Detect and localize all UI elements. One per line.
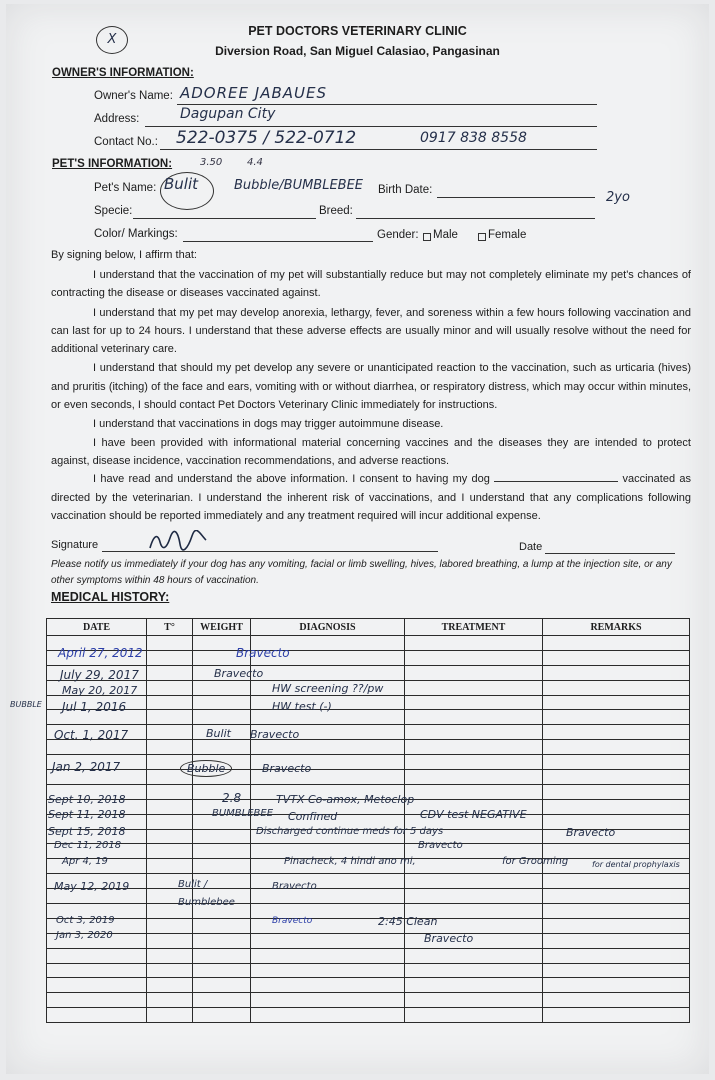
entry-0-diagnosis: Bravecto xyxy=(236,646,290,660)
date-label: Date xyxy=(519,541,543,553)
entry-13-treatment: Bravecto xyxy=(424,932,474,945)
entry-5-diagnosis: Bravecto xyxy=(262,762,312,775)
col-date: DATE xyxy=(47,619,147,636)
entry-1-weight: Bravecto xyxy=(214,667,264,680)
pet-name-label: Pet's Name: xyxy=(94,182,157,194)
entry-6-weight: 2.8 xyxy=(222,791,242,805)
male-label: Male xyxy=(433,229,458,241)
table-row xyxy=(47,874,690,889)
contact-label: Contact No.: xyxy=(94,136,158,148)
entry-7-weight: BUMBLEBEE xyxy=(212,808,274,819)
entry-3-diagnosis: HW test (-) xyxy=(272,700,332,713)
medical-history-table xyxy=(46,618,690,1023)
table-row xyxy=(47,933,690,948)
breed-line xyxy=(356,218,595,219)
table-header-row xyxy=(47,619,690,636)
owner-section-title: OWNER'S INFORMATION: xyxy=(52,67,194,79)
col-temp: T° xyxy=(147,619,193,636)
entry-10-date: Apr 4, 19 xyxy=(62,856,108,867)
owner-name-line xyxy=(177,104,597,105)
address-value: Dagupan City xyxy=(180,106,276,122)
medical-section-title: MEDICAL HISTORY: xyxy=(51,590,170,604)
address-line xyxy=(145,126,597,127)
breed-label: Breed: xyxy=(319,205,353,217)
table-row xyxy=(47,725,690,740)
table-row xyxy=(47,918,690,933)
specie-line xyxy=(133,218,316,219)
entry-4-weight: Bulit xyxy=(206,727,231,740)
consent-p6 xyxy=(51,470,691,525)
consent-p3: I understand that should my pet develop any severe or unanticipated reaction to the vaccination, such as urticaria (hives) and pruritis (itching) of the face and ears, vomiting with or without diarrhea, or respiratory distress, which may occur within minutes, or even seconds, I should contact Pet Doctors Veterinary Clinic immediately for instructions. xyxy=(51,362,691,412)
corner-mark: X xyxy=(96,26,128,54)
entry-12-date: Oct 3, 2019 xyxy=(56,915,115,926)
date-line[interactable] xyxy=(545,553,675,554)
entry-7-treatment: CDV test NEGATIVE xyxy=(420,808,527,821)
consent-p6a: I have read and understand the above information. I consent to having my dog xyxy=(93,473,490,486)
entry-7-date: Sept 11, 2018 xyxy=(48,808,126,821)
consent-p2: I understand that my pet may develop anorexia, lethargy, fever, and soreness within a few hours following vaccination and can last for up to 24 hours. I understand that these adverse effects are usually minor and will usually resolve without the need for additional veterinary care. xyxy=(51,306,691,356)
owner-name-label: Owner's Name: xyxy=(94,90,173,102)
consent-body xyxy=(51,266,691,525)
weight-note-1: 3.50 xyxy=(200,157,223,168)
female-label: Female xyxy=(488,229,527,241)
entry-7-diagnosis: Confined xyxy=(288,810,338,823)
birth-date-label: Birth Date: xyxy=(378,184,433,196)
entry-6-date: Sept 10, 2018 xyxy=(48,793,126,806)
consent-p4: I understand that vaccinations in dogs may trigger autoimmune disease. xyxy=(93,418,444,431)
color-line xyxy=(183,241,373,242)
col-treatment: TREATMENT xyxy=(405,619,543,636)
entry-10-diagnosis: Pinacheck, 4 hindi ano mi, xyxy=(284,856,416,867)
table-row xyxy=(47,710,690,725)
consent-p6c: as directed by the veterinarian. I understand the inherent risk of vaccinations, and I understand that any complications following vaccination should be reported immediately and any treatment required will incur additional expense. xyxy=(51,473,692,522)
table-row xyxy=(47,993,690,1008)
entry-11-date: May 12, 2019 xyxy=(54,880,130,893)
consent-p1: I understand that the vaccination of my pet will substantially reduce but may not completely eliminate my pet's chances of contracting the disease or diseases vaccinated against. xyxy=(51,269,691,300)
side-note: BUBBLE xyxy=(10,700,42,709)
notice-text: Please notify us immediately if your dog has any vomiting, facial or limb swelling, hives, labored breathing, a lump at the injection site, or any other symptoms within 48 hours of vaccination. xyxy=(51,559,672,586)
weight-note-2: 4.4 xyxy=(247,157,263,168)
pet-name-value: Bulit xyxy=(164,175,199,193)
entry-2-date: May 20, 2017 xyxy=(62,684,138,697)
col-weight: WEIGHT xyxy=(193,619,251,636)
birth-date-line xyxy=(437,197,595,198)
table-row xyxy=(47,770,690,785)
consent-p5: I have been provided with informational material concerning vaccines and the diseases they are intended to protect against, disease incidence, vaccination recommendations, and adverse reactions. xyxy=(51,436,691,467)
col-remarks: REMARKS xyxy=(543,619,690,636)
entry-11-diagnosis: Bravecto xyxy=(272,881,317,892)
entry-2-diagnosis: HW screening ??/pw xyxy=(272,682,384,695)
table-row xyxy=(47,904,690,919)
contact-value: 522-0375 / 522-0712 xyxy=(176,128,357,148)
address-label: Address: xyxy=(94,113,140,125)
table-row xyxy=(47,978,690,993)
signature-scribble xyxy=(148,530,208,552)
entry-5-date: Jan 2, 2017 xyxy=(52,760,121,774)
col-diagnosis: DIAGNOSIS xyxy=(251,619,405,636)
entry-4-date: Oct. 1, 2017 xyxy=(54,728,129,742)
contact-line xyxy=(160,149,597,150)
table-row xyxy=(47,948,690,963)
entry-8-date: Sept 15, 2018 xyxy=(48,825,126,838)
signature-label: Signature xyxy=(51,539,99,551)
clinic-address: Diversion Road, San Miguel Calasiao, Pangasinan xyxy=(215,44,500,58)
clinic-name: PET DOCTORS VETERINARY CLINIC xyxy=(248,24,467,38)
entry-5-weight: Bubble xyxy=(180,760,232,777)
entry-4-diagnosis: Bravecto xyxy=(250,728,300,741)
specie-label: Specie: xyxy=(94,205,133,217)
table-row xyxy=(47,889,690,904)
entry-6-diagnosis: TVTX Co-amox, Metoclop xyxy=(276,793,415,806)
table-row xyxy=(47,665,690,680)
table-row xyxy=(47,740,690,755)
entry-9-date: Dec 11, 2018 xyxy=(54,840,122,851)
entry-1-date: July 29, 2017 xyxy=(60,668,139,682)
color-label: Color/ Markings: xyxy=(94,228,178,240)
gender-label: Gender: xyxy=(377,229,419,241)
consent-intro: By signing below, I affirm that: xyxy=(51,249,197,261)
male-checkbox[interactable] xyxy=(423,233,431,241)
female-checkbox[interactable] xyxy=(478,233,486,241)
entry-10-treatment: for Grooming xyxy=(502,856,569,867)
contact-mobile: 0917 838 8558 xyxy=(420,130,527,146)
dog-name-blank[interactable] xyxy=(494,471,618,482)
entry-12-treatment: 2:45 Clean xyxy=(378,915,438,928)
table-row xyxy=(47,755,690,770)
entry-3-date: Jul 1, 2016 xyxy=(62,700,127,714)
signature-mark xyxy=(148,530,208,557)
pet-section-title: PET'S INFORMATION: xyxy=(52,158,173,170)
entry-8-diagnosis: Discharged continue meds for 5 days xyxy=(256,826,444,837)
entry-9-diagnosis: Bravecto xyxy=(418,840,463,851)
table-row xyxy=(47,695,690,710)
entry-13-date: Jan 3, 2020 xyxy=(56,930,113,941)
pet-name-value-2: Bubble/BUMBLEBEE xyxy=(234,178,364,193)
age-note: 2yo xyxy=(606,190,630,205)
entry-0-date: April 27, 2012 xyxy=(58,646,143,660)
owner-name-value: ADOREE JABAUES xyxy=(180,84,327,102)
entry-10-remarks: for dental prophylaxis xyxy=(592,860,680,869)
entry-12-diagnosis: Bravecto xyxy=(272,916,313,926)
consent-p6b: vaccinated xyxy=(622,473,676,486)
entry-11-weight: Bulit / Bumblebee xyxy=(178,879,235,908)
entry-8-remarks: Bravecto xyxy=(566,826,616,839)
table-row xyxy=(47,1008,690,1023)
table-row xyxy=(47,963,690,978)
